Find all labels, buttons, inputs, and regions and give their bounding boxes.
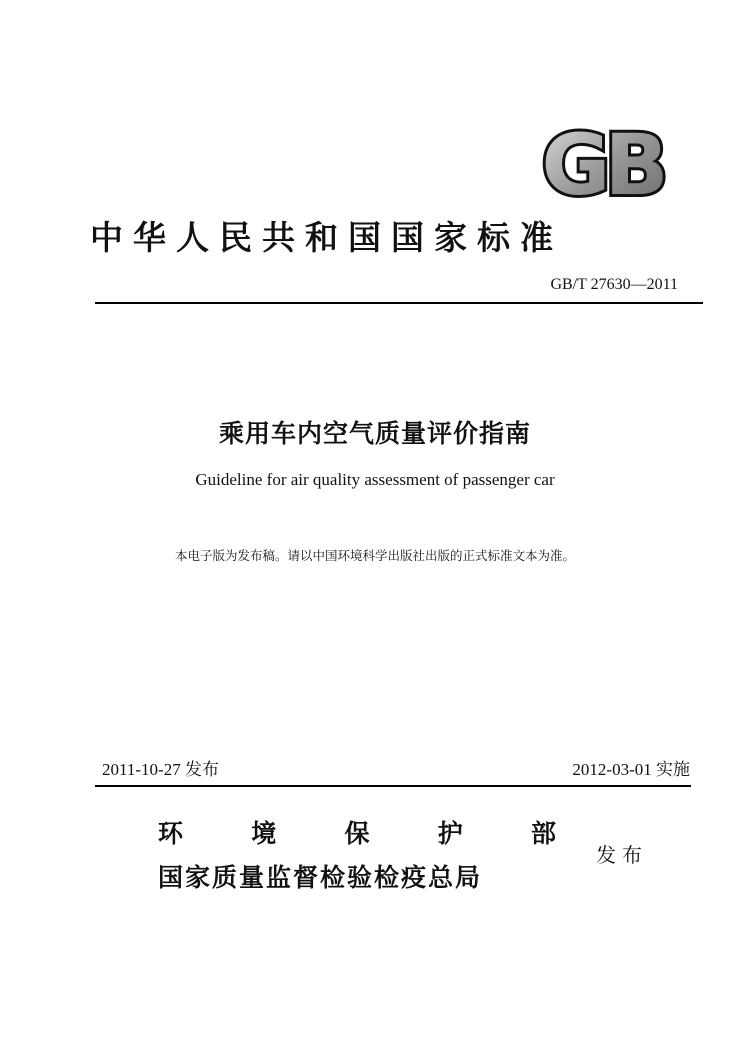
issuer-ministry-char: 护: [437, 819, 463, 848]
issuer-ministry-char: 境: [251, 819, 277, 848]
standard-code: GB/T 27630—2011: [550, 276, 678, 293]
document-title-zh: 乘用车内空气质量评价指南: [218, 419, 531, 448]
issuer-aqsiq: 国家质量监督检验检疫总局: [158, 863, 483, 892]
standard-title: 中华人民共和国国家标准: [90, 218, 563, 257]
document-title-en: Guideline for air quality assessment of passenger car: [195, 470, 555, 489]
bottom-divider: [95, 785, 691, 787]
top-divider: [95, 302, 703, 304]
issuer-ministry-char: 部: [530, 819, 556, 848]
gb-logo-text: GB: [541, 128, 663, 200]
implementation-date: 2012-03-01 实施: [572, 760, 690, 779]
publish-label: 发布: [596, 843, 648, 867]
gb-logo: [527, 128, 677, 200]
issuer-ministry: [158, 814, 556, 850]
issuer-ministry-char: 环: [158, 819, 184, 848]
issue-date: 2011-10-27 发布: [102, 760, 219, 779]
issuer-ministry-char: 保: [344, 819, 370, 848]
edition-note: 本电子版为发布稿。请以中国环境科学出版社出版的正式标准文本为准。: [174, 548, 575, 563]
